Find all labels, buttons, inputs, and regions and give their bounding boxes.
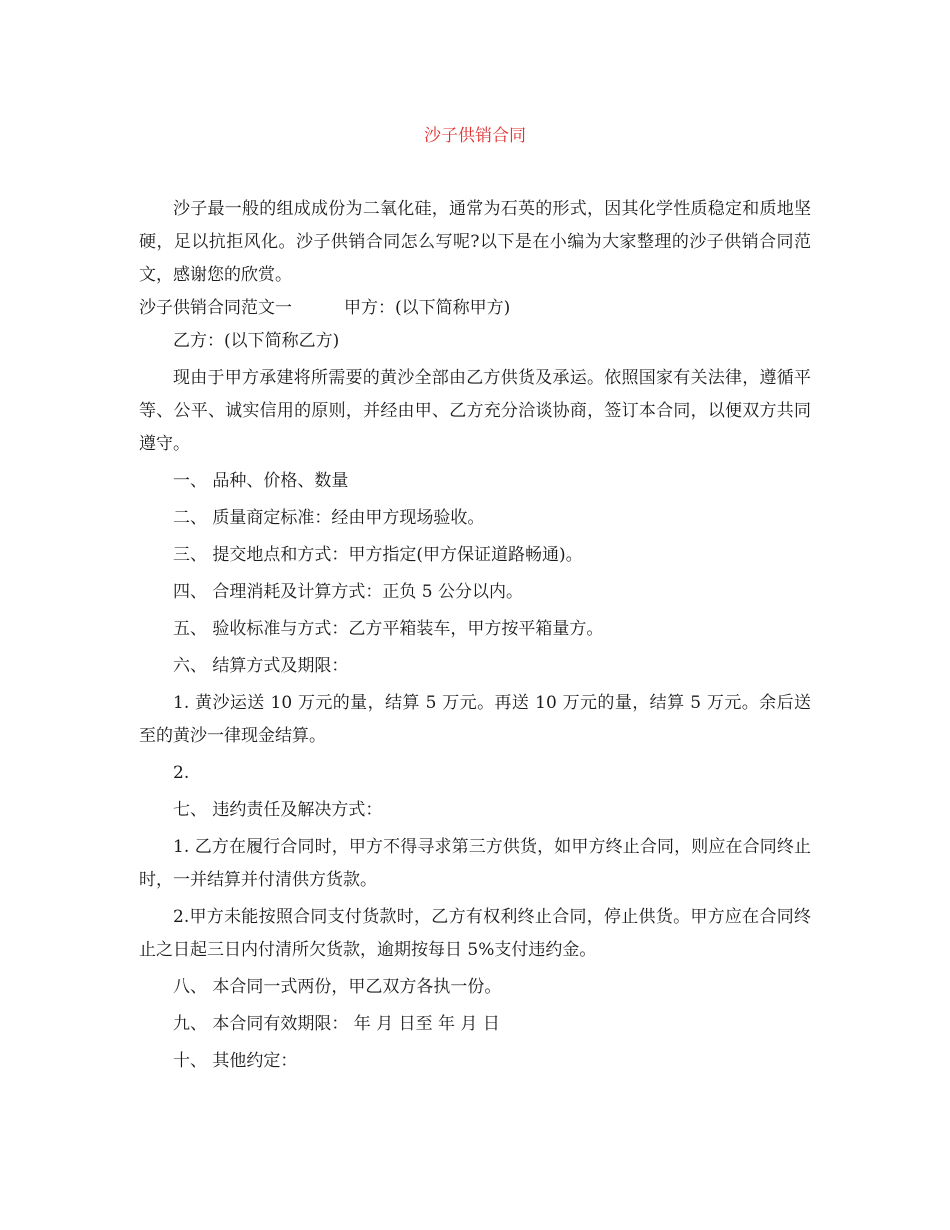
party-b-label: 乙方：(以下简称乙方) — [173, 331, 340, 351]
sample-heading-line — [139, 292, 811, 325]
document-title: 沙子供销合同 — [424, 126, 526, 146]
sample-heading: 沙子供销合同范文一 — [139, 298, 292, 318]
document-body — [139, 193, 811, 1082]
preamble-paragraph: 现由于甲方承建将所需要的黄沙全部由乙方供货及承运。依照国家有关法律，遵循平等、公平、诚实信用的原则，并经由甲、乙方充分洽谈协商，签订本合同，以便双方共同遵守。 — [139, 368, 811, 454]
clause-7-item-2: 2.甲方未能按照合同支付货款时，乙方有权利终止合同，停止供货。甲方应在合同终止之日起三日内付清所欠货款，逾期按每日 5%支付违约金。 — [139, 907, 811, 960]
intro-paragraph: 沙子最一般的组成成份为二氧化硅，通常为石英的形式，因其化学性质稳定和质地坚硬，足以抗拒风化。沙子供销合同怎么写呢?以下是在小编为大家整理的沙子供销合同范文，感谢您的欣赏。 — [139, 199, 811, 285]
clause-6-item-2: 2. — [173, 763, 190, 783]
clause-4: 四、 合理消耗及计算方式：正负 5 公分以内。 — [173, 582, 524, 602]
clause-6: 六、 结算方式及期限： — [173, 656, 349, 676]
clause-7-item-1: 1. 乙方在履行合同时，甲方不得寻求第三方供货，如甲方终止合同，则应在合同终止时，一并结算并付清供方货款。 — [139, 837, 811, 890]
clause-10: 十、 其他约定： — [173, 1051, 298, 1071]
clause-3: 三、 提交地点和方式：甲方指定(甲方保证道路畅通)。 — [173, 545, 583, 565]
clause-1: 一、 品种、价格、数量 — [173, 471, 349, 491]
party-a-label: 甲方：(以下简称甲方) — [344, 298, 511, 318]
clause-2: 二、 质量商定标准：经由甲方现场验收。 — [173, 508, 485, 528]
clause-6-item-1: 1. 黄沙运送 10 万元的量，结算 5 万元。再送 10 万元的量，结算 5 万元。余后送至的黄沙一律现金结算。 — [139, 693, 811, 746]
clause-7: 七、 违约责任及解决方式： — [173, 800, 383, 820]
clause-5: 五、 验收标准与方式：乙方平箱装车，甲方按平箱量方。 — [173, 619, 604, 639]
clause-8: 八、 本合同一式两份，甲乙双方各执一份。 — [173, 977, 502, 997]
clause-9: 九、 本合同有效期限： 年 月 日至 年 月 日 — [173, 1014, 500, 1034]
